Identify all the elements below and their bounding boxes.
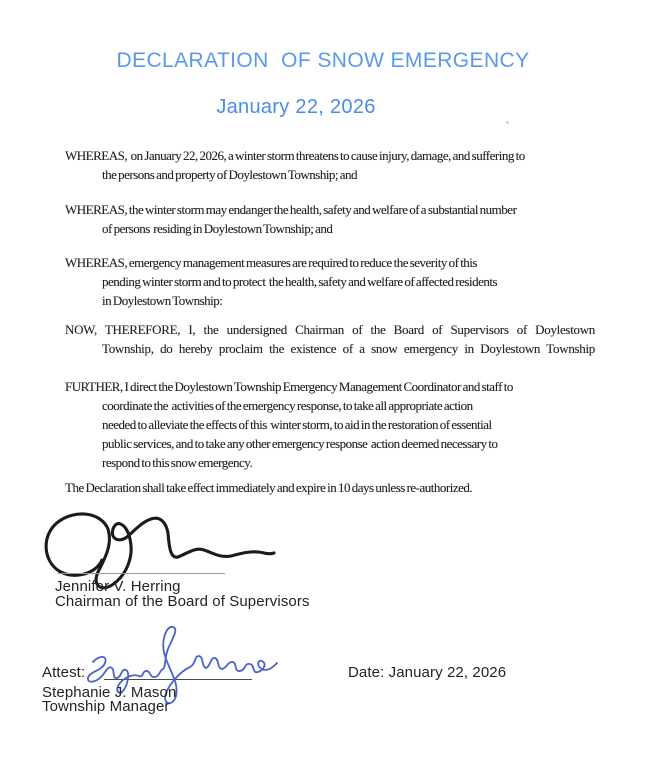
paragraph <box>65 320 595 358</box>
paragraph-line: the persons and property of Doylestown Township; and <box>102 167 358 182</box>
chairman-title: Chairman of the Board of Supervisors <box>55 593 310 610</box>
paragraph-line: NOW, THEREFORE, I, the undersigned Chairman of the Board of Supervisors of Doylestown <box>65 322 595 337</box>
document-title: DECLARATION OF SNOW EMERGENCY <box>116 49 530 72</box>
chairman-name: Jennifer V. Herring <box>55 578 181 595</box>
scan-artifact-dot <box>506 121 509 124</box>
paragraph <box>65 253 595 310</box>
chairman-signature-stroke <box>46 514 274 588</box>
attest-title: Township Manager <box>42 698 170 715</box>
paragraph-line: respond to this snow emergency. <box>102 455 253 470</box>
paragraph-line: WHEREAS, emergency management measures are required to reduce the severity of this <box>65 255 477 270</box>
paragraph <box>65 478 595 497</box>
date-line: Date: January 22, 2026 <box>348 664 507 681</box>
paragraph-line: needed to alleviate the effects of this winter storm, to aid in the restoration of essential <box>102 417 492 432</box>
paragraph <box>65 200 595 238</box>
paragraph <box>65 377 595 472</box>
paragraph-line: pending winter storm and to protect the health, safety and welfare of affected residents <box>102 274 498 289</box>
attest-label: Attest: <box>42 664 86 681</box>
paragraph-line: WHEREAS, the winter storm may endanger the health, safety and welfare of a substantial number <box>65 202 517 217</box>
paragraph-line: in Doylestown Township: <box>102 293 223 308</box>
paragraph <box>65 146 595 184</box>
paragraph-line: public services, and to take any other emergency response action deemed necessary to <box>102 436 498 451</box>
paragraph-line: Township, do hereby proclaim the existence of a snow emergency in Doylestown Township <box>102 341 595 356</box>
paragraph-line: The Declaration shall take effect immediately and expire in 10 days unless re-authorized. <box>65 480 473 495</box>
paragraph-line: of persons residing in Doylestown Township; and <box>102 221 333 236</box>
document-date-heading: January 22, 2026 <box>216 96 376 118</box>
attest-name: Stephanie J. Mason <box>42 684 177 701</box>
paragraph-line: FURTHER, I direct the Doylestown Township Emergency Management Coordinator and staff to <box>65 379 513 394</box>
paragraph-line: WHEREAS, on January 22, 2026, a winter storm threatens to cause injury, damage, and suffering to <box>65 148 525 163</box>
chairman-signature-line <box>58 573 225 574</box>
paragraph-line: coordinate the activities of the emergency response, to take all appropriate action <box>102 398 473 413</box>
